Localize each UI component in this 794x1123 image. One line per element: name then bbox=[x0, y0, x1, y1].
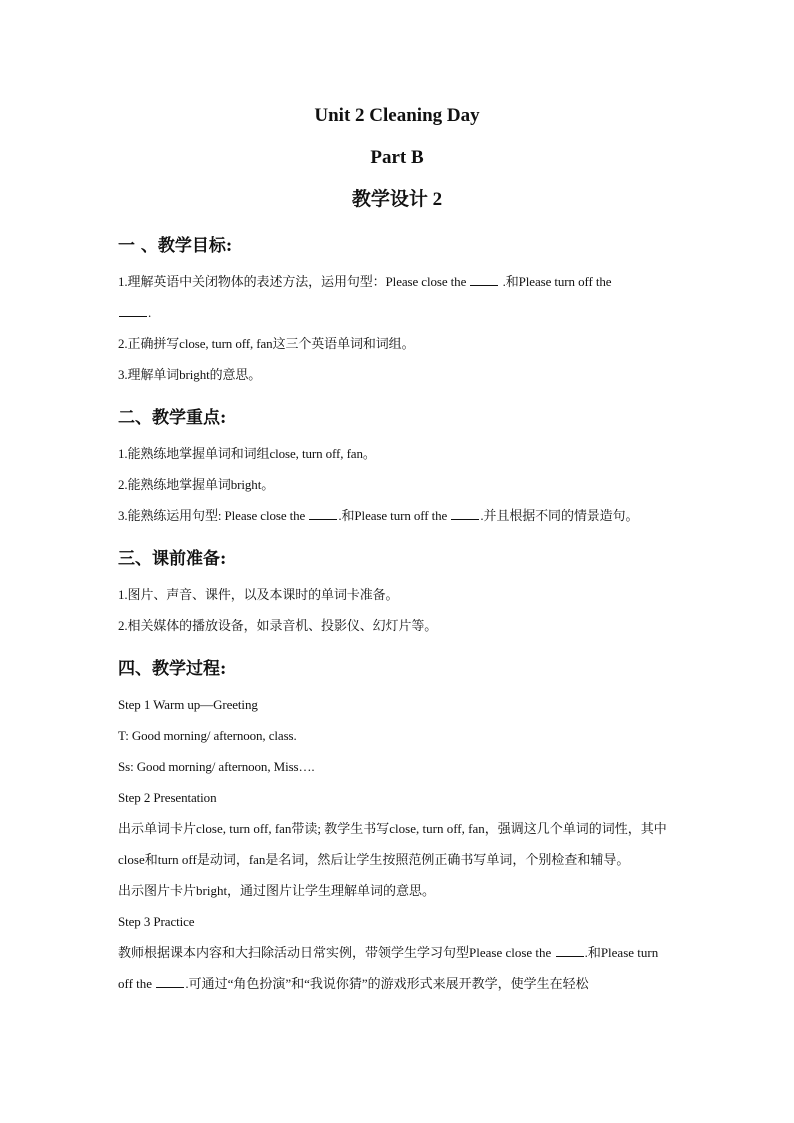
process-step-3: Step 3 Practice bbox=[118, 914, 195, 929]
fill-blank bbox=[451, 507, 479, 520]
key-point-item-3-text-c: .并且根据不同的情景造句。 bbox=[480, 508, 639, 523]
fill-blank bbox=[119, 304, 147, 317]
document-design-title: 教学设计 2 bbox=[351, 189, 443, 210]
process-step-2-paragraph-2: 出示图片卡片bright，通过图片让学生理解单词的意思。 bbox=[118, 883, 436, 898]
process-step-1: Step 1 Warm up—Greeting bbox=[118, 697, 258, 712]
section-heading-key-points: 二、教学重点: bbox=[118, 408, 227, 428]
process-step-3-text-c: .可通过“角色扮演”和“我说你猜”的游戏形式来展开教学，使学生在轻松 bbox=[185, 976, 589, 991]
process-teacher-line: T: Good morning/ afternoon, class. bbox=[118, 728, 297, 743]
objective-item-1-text-b: .和Please turn off the bbox=[502, 274, 612, 289]
preparation-item-2: 2.相关媒体的播放设备，如录音机、投影仪、幻灯片等。 bbox=[118, 618, 438, 633]
fill-blank bbox=[556, 944, 584, 957]
key-point-item-1: 1.能熟练地掌握单词和词组close, turn off, fan。 bbox=[118, 446, 376, 461]
preparation-item-1: 1.图片、声音、课件，以及本课时的单词卡准备。 bbox=[118, 587, 399, 602]
process-students-line: Ss: Good morning/ afternoon, Miss…. bbox=[118, 759, 315, 774]
key-point-item-3-text-a: 3.能熟练运用句型: Please close the bbox=[118, 508, 306, 523]
process-step-2: Step 2 Presentation bbox=[118, 790, 217, 805]
objective-item-1 bbox=[118, 266, 676, 328]
section-heading-process: 四、教学过程: bbox=[118, 659, 227, 679]
fill-blank bbox=[156, 975, 184, 988]
objective-item-1-text-a: 1.理解英语中关闭物体的表述方法，运用句型：Please close the bbox=[118, 274, 467, 289]
key-point-item-3-text-b: .和Please turn off the bbox=[338, 508, 448, 523]
fill-blank bbox=[470, 273, 498, 286]
objective-item-1-text-c: . bbox=[148, 305, 152, 320]
process-step-3-text-b: .和Please turn off the bbox=[118, 945, 659, 991]
fill-blank bbox=[309, 507, 337, 520]
section-heading-objectives: 一 、教学目标: bbox=[118, 236, 233, 256]
objective-item-3: 3.理解单词bright的意思。 bbox=[118, 367, 262, 382]
document-subtitle: Part B bbox=[370, 147, 424, 168]
process-step-3-paragraph-1 bbox=[118, 937, 676, 999]
objective-item-2: 2.正确拼写close, turn off, fan这三个英语单词和词组。 bbox=[118, 336, 415, 351]
process-step-3-text-a: 教师根据课本内容和大扫除活动日常实例，带领学生学习句型Please close the bbox=[118, 945, 552, 960]
process-step-2-paragraph-1: 出示单词卡片close, turn off, fan带读; 教学生书写close, turn off, fan，强调这几个单词的词性，其中close和turn off是动词，fan是名词，然后让学生按照范例正确书写单词，个别检查和辅导。 bbox=[118, 821, 667, 867]
key-point-item-3 bbox=[118, 500, 676, 531]
key-point-item-2: 2.能熟练地掌握单词bright。 bbox=[118, 477, 275, 492]
document-title: Unit 2 Cleaning Day bbox=[314, 105, 480, 126]
section-heading-preparation: 三、课前准备: bbox=[118, 549, 227, 569]
